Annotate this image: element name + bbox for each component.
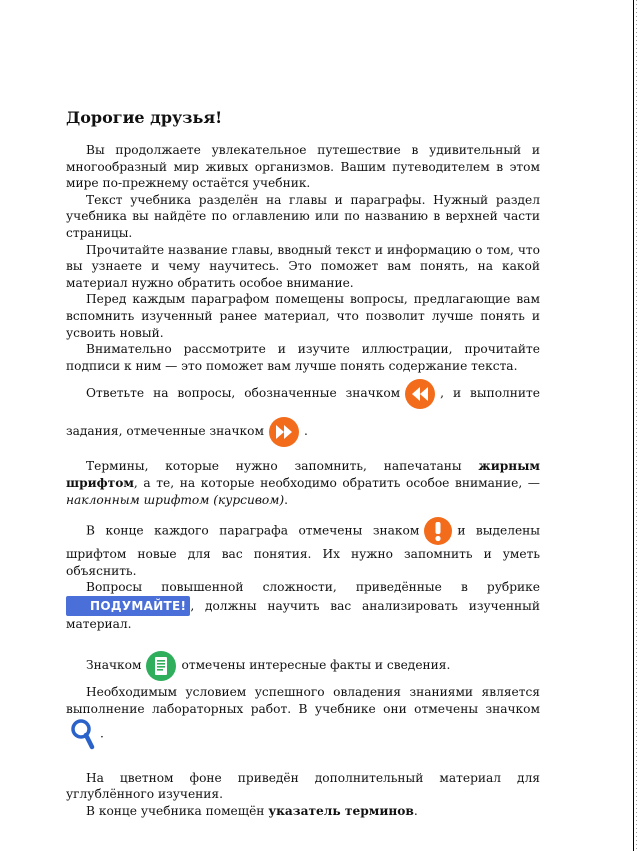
paragraph-questions: Перед каждым параграфом помещены вопросы, предлагающие вам вспомнить изученный ранее материал, что позволит лучше понять и усвоить новый. <box>66 292 540 340</box>
paragraph-new-concepts <box>66 516 540 579</box>
p8-text-2: и выделены шрифтом новые для вас понятия. Их нужно запомнить и уметь объяснить. <box>66 523 540 578</box>
page-heading: Дорогие друзья! <box>66 108 223 127</box>
paragraph-icons-questions <box>66 374 540 450</box>
p10-text-2: отмечены интересные факты и сведения. <box>181 658 451 673</box>
p7-text-3: . <box>284 492 288 507</box>
page-content <box>66 108 540 819</box>
paragraph-colored-background: На цветном фоне приведён дополнительный материал для углублённого изучения. <box>66 770 540 802</box>
p7-text-2: , а те, на которые необходимо обратить особое внимание, — <box>133 475 540 490</box>
magnifier-icon <box>70 718 96 750</box>
p13-text-2: . <box>413 803 418 818</box>
p6-text-3: . <box>303 424 308 439</box>
p11-text-1: Необходимым условием успешного овладения знаниями является выполнение лабораторных работ. В учебнике они отмечены значком <box>66 685 540 717</box>
paragraph-think <box>66 579 540 632</box>
page-edge-line <box>633 0 634 851</box>
p8-text-1: В конце каждого параграфа отмечены знаком <box>86 523 420 538</box>
p7-italic: наклонным шрифтом (курсивом) <box>66 492 285 507</box>
p11-text-2: . <box>100 726 104 741</box>
paragraph-labs <box>66 684 540 749</box>
think-badge: ПОДУМАЙТЕ! <box>66 596 190 616</box>
p13-bold: указатель терминов <box>268 803 414 818</box>
exclamation-icon <box>423 516 453 546</box>
p6-text-1: Ответьте на вопросы, обозначенные значком <box>86 386 401 401</box>
p10-text-1: Значком <box>86 658 142 673</box>
rewind-icon <box>404 378 436 410</box>
paragraph-facts <box>66 646 540 684</box>
paragraph-structure: Текст учебника разделён на главы и параграфы. Нужный раздел учебника вы найдёте по оглавлению или по названию в верхней части страницы. <box>66 192 540 240</box>
paragraph-intro: Вы продолжаете увлекательное путешествие в удивительный и многообразный мир живых организмов. Вашим путеводителем в этом мире по-прежнему остаётся учебник. <box>66 143 540 191</box>
paragraph-index <box>66 803 540 820</box>
document-icon <box>145 650 177 682</box>
p7-text-1: Термины, которые нужно запомнить, напечатаны <box>86 459 462 474</box>
paragraph-terms <box>66 458 540 508</box>
p7-bold: жирным шрифтом <box>66 459 541 490</box>
p6-text-2: , и выполните задания, отмеченные значком <box>66 386 540 439</box>
p9-text-2: , должны научить вас анализировать изученный материал. <box>66 598 540 631</box>
p13-text-1: В конце учебника помещён <box>86 803 265 818</box>
p9-text-1: Вопросы повышенной сложности, приведённые в рубрике <box>86 580 540 595</box>
paragraph-chapter: Прочитайте название главы, вводный текст и информацию о том, что вы узнаете и чему научитесь. Это поможет вам понять, на какой материал нужно обратить особое внимание. <box>66 242 540 290</box>
page-edge-dots <box>636 0 637 851</box>
paragraph-illustrations: Внимательно рассмотрите и изучите иллюстрации, прочитайте подписи к ним — это поможет вам лучше понять содержание текста. <box>66 342 540 373</box>
fast-forward-icon <box>268 416 300 448</box>
